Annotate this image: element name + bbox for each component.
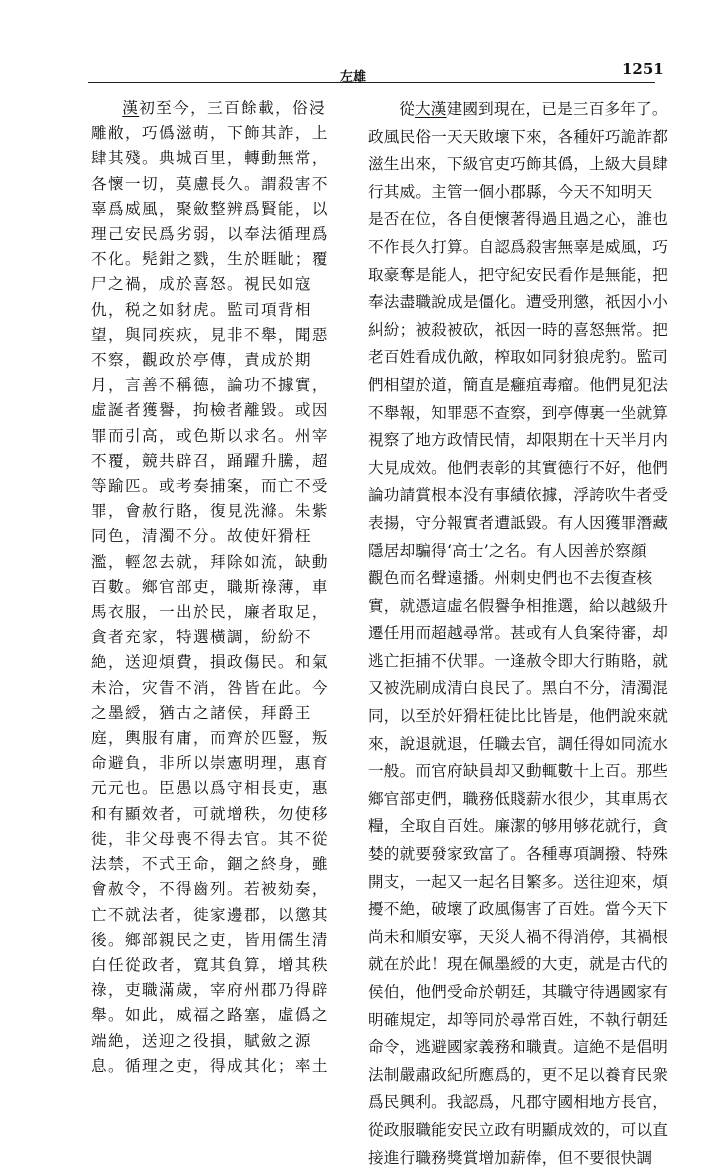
classical-text-line: 舉。如此，威福之路塞，虛僞之 bbox=[91, 1006, 329, 1025]
page-number: 1251 bbox=[622, 60, 664, 78]
translation-text-line: 不舉報，知罪惡不查察，到亭傳裏一坐就算 bbox=[368, 403, 669, 422]
classical-text-line: 望，與同疾疢，見非不舉，聞惡 bbox=[91, 325, 329, 344]
classical-text-line: 同色，清濁不分。故使奸猾枉 bbox=[91, 527, 312, 546]
translation-text-line: 遷任用而超越尋常。甚或有人負案待審，却 bbox=[368, 624, 669, 643]
header-divider bbox=[88, 82, 655, 83]
translation-text-line: 奉法盡職說成是僵化。遭受刑懲，祇因小小 bbox=[368, 293, 669, 312]
classical-text-line: 仇，税之如豺虎。監司項背相 bbox=[91, 300, 312, 319]
classical-text-line bbox=[91, 96, 336, 121]
classical-text-line: 未洽，灾眚不消，咎皆在此。今 bbox=[91, 678, 329, 697]
translation-text-line: 爲民興利。我認爲，凡郡守國相地方長官， bbox=[368, 1093, 669, 1112]
translation-text-line: 行其威。主管一個小郡縣，今天不知明天 bbox=[368, 182, 653, 201]
classical-text-line: 徙，非父母喪不得去官。其不從 bbox=[91, 829, 329, 848]
classical-text-line: 後。鄉部親民之吏，皆用儒生清 bbox=[91, 930, 329, 949]
translation-text-line bbox=[368, 96, 668, 124]
translation-text-line: 鄉官部吏們，職務低賤薪水很少，其車馬衣 bbox=[368, 789, 669, 808]
classical-text-line: 白任從政者，寬其負算，增其秩 bbox=[91, 955, 329, 974]
translation-text-line: 又被洗刷成清白良民了。黑白不分，清濁混 bbox=[368, 679, 669, 698]
translation-text-line: 不作長久打算。自認爲殺害無辜是威風，巧 bbox=[368, 237, 669, 256]
translation-text-line: 侯伯，他們受命於朝廷，其職守待遇國家有 bbox=[368, 983, 669, 1001]
classical-text-column bbox=[91, 96, 336, 1079]
translation-text-line: 一般。而官府缺員却又動輒數十上百。那些 bbox=[368, 762, 669, 781]
translation-text-line: 老百姓看成仇敵，榨取如同豺狼虎豹。監司 bbox=[368, 348, 669, 367]
translation-text-line: 觀色而名聲遠播。州刺史們也不去復查核 bbox=[368, 569, 653, 588]
translation-text-line: 婪的就要發家致富了。各種專項調撥、特殊 bbox=[368, 845, 669, 864]
classical-text-line: 馬衣服，一出於民，廉者取足， bbox=[91, 603, 329, 622]
classical-text-line: 理己安民爲劣弱，以奉法循理爲 bbox=[91, 225, 329, 244]
classical-text-line: 祿，吏職滿歲，宰府州郡乃得辟 bbox=[91, 981, 329, 1000]
line-text: 初至今，三百餘載，俗浸 bbox=[139, 99, 327, 117]
classical-text-line: 亡不就法者，徙家邊郡，以懲其 bbox=[91, 905, 329, 924]
translation-text-line: 是否在位，各自便懷著得過且過之心，誰也 bbox=[368, 210, 669, 229]
classical-text-line: 不察，觀政於亭傳，責成於期 bbox=[91, 351, 312, 370]
translation-text-line: 隱居却騙得‘高士’之名。有人因善於察顔 bbox=[368, 541, 647, 560]
translation-text-line: 糧，全取自百姓。廉潔的够用够花就行，貪 bbox=[368, 817, 669, 836]
line-text: 建國到現在，已是三百多年了。 bbox=[446, 100, 668, 118]
translation-text-line: 表揚，守分報實者遭詆毀。有人因獲罪潛藏 bbox=[368, 513, 669, 532]
classical-text-line: 罪，會赦行賂，復見洗滌。朱紫 bbox=[91, 502, 329, 521]
translation-text-line: 同，以至於奸猾枉徒比比皆是，他們說來就 bbox=[368, 707, 669, 726]
translation-text-line: 實，就憑這虛名假譽争相推選，給以越級升 bbox=[368, 596, 669, 615]
classical-text-line: 和有顯效者，可就增秩，勿使移 bbox=[91, 804, 329, 823]
translation-text-line: 論功請賞根本没有事績依據，浮誇吹牛者受 bbox=[368, 486, 669, 505]
translation-text-line: 法制嚴肅政紀所應爲的，更不足以養育民衆 bbox=[368, 1065, 669, 1084]
classical-text-line: 會赦令，不得齒列。若被劾奏， bbox=[91, 880, 329, 899]
running-header-title: 左雄 bbox=[340, 70, 367, 85]
underlined-term: 大漢 bbox=[414, 100, 447, 118]
classical-text-line: 不覆，競共辟召，踊躍升騰，超 bbox=[91, 451, 329, 470]
classical-text-line: 之墨綬，猶古之諸侯，拜爵王 bbox=[91, 703, 312, 722]
translation-text-line: 接進行職務獎賞增加薪俸，但不要很快調 bbox=[368, 1148, 653, 1167]
classical-text-line: 月，言善不稱德，論功不據實， bbox=[91, 376, 329, 395]
translation-text-line: 命令，逃避國家義務和職責。這絶不是倡明 bbox=[368, 1038, 669, 1057]
translation-text-line: 就在於此！現在佩墨綬的大吏，就是古代的 bbox=[368, 955, 669, 974]
translation-text-line: 大見成效。他們表彰的其實德行不好，他們 bbox=[368, 458, 669, 477]
translation-text-line: 政風民俗一天天敗壞下來，各種奸巧詭詐都 bbox=[368, 127, 669, 146]
translation-text-line: 來，說退就退，任職去官，調任得如同流水 bbox=[368, 734, 669, 753]
classical-text-line: 虛誕者獲譽，拘檢者離毀。或因 bbox=[91, 401, 329, 420]
classical-text-line: 庭，輿服有庸，而齊於匹豎，叛 bbox=[91, 729, 329, 748]
translation-text-line: 開支，一起又一起名目繁多。送往迎來，煩 bbox=[368, 872, 669, 891]
translation-text-line: 滋生出來，下級官吏巧飾其僞，上級大員肆 bbox=[368, 155, 669, 174]
classical-text-line: 尸之禍，成於喜怒。視民如寇 bbox=[91, 275, 312, 294]
classical-text-line: 等踰匹。或考奏捕案，而亡不受 bbox=[91, 477, 329, 496]
translation-text-line: 尚未和順安寧，天災人禍不得消停，其禍根 bbox=[368, 927, 669, 946]
translation-text-line: 取豪奪是能人，把守紀安民看作是無能，把 bbox=[368, 265, 669, 284]
classical-text-line: 雕敝，巧僞滋萌，下飾其詐，上 bbox=[91, 124, 329, 143]
translation-text-line: 擾不絶，破壞了政風傷害了百姓。當今天下 bbox=[368, 900, 669, 919]
classical-text-line: 法禁，不式王命，錮之終身，雖 bbox=[91, 855, 329, 874]
classical-text-line: 不化。髡鉗之戮，生於睚眦；覆 bbox=[91, 250, 329, 269]
line-text: 從 bbox=[399, 100, 415, 118]
translation-text-column bbox=[368, 96, 669, 1172]
classical-text-line: 息。循理之吏，得成其化；率土 bbox=[91, 1056, 329, 1075]
classical-text-line: 端絶，送迎之役損，賦斂之源 bbox=[91, 1031, 312, 1050]
classical-text-line: 罪而引高，或色斯以求名。州宰 bbox=[91, 426, 329, 445]
translation-text-line: 們相望於道，簡直是癰疽毒瘤。他們見犯法 bbox=[368, 375, 669, 394]
classical-text-line: 命避負，非所以崇憲明理，惠育 bbox=[91, 754, 329, 773]
translation-text-line: 逃亡拒捕不伏罪。一逢赦令即大行賄賂，就 bbox=[368, 651, 669, 670]
classical-text-line: 各懷一切，莫慮長久。謂殺害不 bbox=[91, 174, 329, 193]
underlined-term: 漢 bbox=[122, 99, 140, 117]
translation-text-line: 從政服職能安民立政有明顯成效的，可以直 bbox=[368, 1120, 669, 1139]
classical-text-line: 濫，輕忽去就，拜除如流，缺動 bbox=[91, 552, 329, 571]
classical-text-line: 肆其殘。典城百里，轉動無常， bbox=[91, 149, 329, 168]
classical-text-line: 絶，送迎煩費，損政傷民。和氣 bbox=[91, 653, 329, 672]
translation-text-line: 明確規定，却等同於尋常百姓，不執行朝廷 bbox=[368, 1010, 669, 1029]
classical-text-line: 百數。鄉官部吏，職斯祿薄，車 bbox=[91, 577, 329, 596]
translation-text-line: 視察了地方政情民情，却限期在十天半月内 bbox=[368, 431, 669, 450]
translation-text-line: 糾紛；被殺被砍，祇因一時的喜怒無常。把 bbox=[368, 320, 669, 339]
classical-text-line: 元元也。臣愚以爲守相長吏，惠 bbox=[91, 779, 329, 798]
classical-text-line: 貪者充家，特選橫調，紛紛不 bbox=[91, 628, 312, 647]
classical-text-line: 辜爲威風，聚斂整辨爲賢能，以 bbox=[91, 199, 329, 218]
